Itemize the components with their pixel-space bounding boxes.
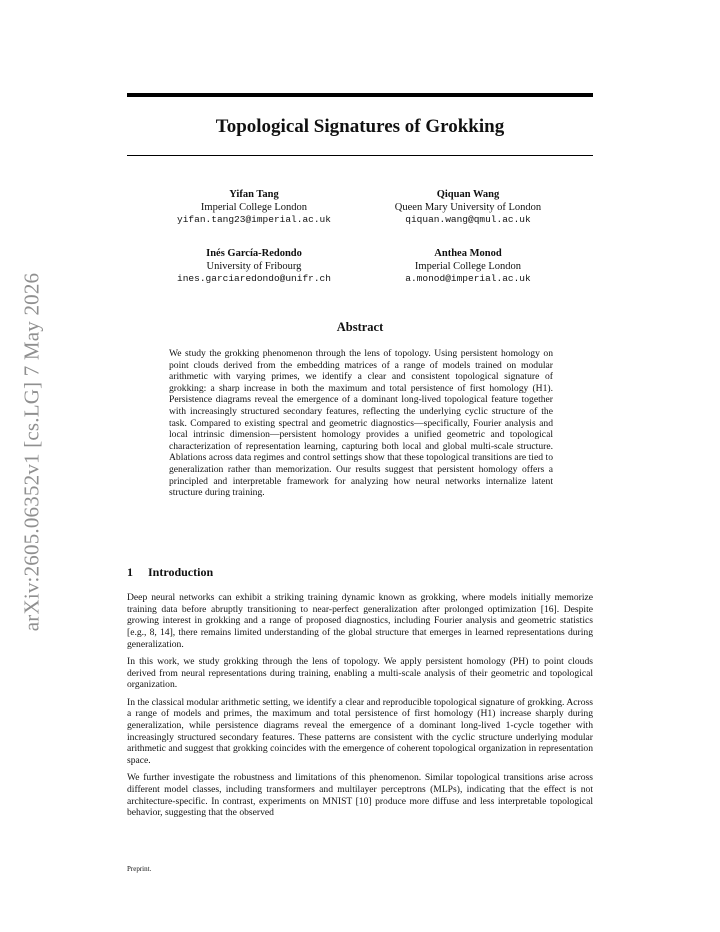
author-block — [348, 248, 588, 286]
author-email: ines.garciaredondo@unifr.ch — [177, 273, 331, 284]
title-rule-bottom — [127, 155, 593, 156]
author-affiliation: University of Fribourg — [206, 260, 302, 272]
author-affiliation: Imperial College London — [414, 260, 522, 272]
author-name: Anthea Monod — [434, 248, 502, 259]
body-paragraph: Deep neural networks can exhibit a striking training dynamic known as grokking, where models initially memorize training data before abruptly transitioning to near-perfect generalization after prolonged optimization [16]. Despite growing interest in grokking and a range of proposed diagnostics, including Fourier analysis and geometric statistics [e.g., 8, 14], there remains limited understanding of the global structure that emerges in learned representations during generalization. — [127, 592, 593, 650]
body-paragraph: In this work, we study grokking through the lens of topology. We apply persistent homology (PH) to point clouds derived from neural representations during training, enabling a multi-scale analysis of their geometric and topological organization. — [127, 656, 593, 691]
author-block — [134, 248, 374, 286]
section-body — [127, 592, 593, 825]
abstract-heading: Abstract — [336, 320, 384, 334]
author-block — [348, 189, 588, 227]
author-block — [134, 189, 374, 227]
author-name: Qiquan Wang — [436, 189, 500, 200]
section-heading — [127, 565, 213, 580]
title-rule-top — [127, 93, 593, 97]
author-name: Yifan Tang — [229, 189, 279, 200]
body-paragraph: In the classical modular arithmetic setting, we identify a clear and reproducible topological signature of grokking. Across a range of models and primes, the maximum and total persistence of first homology (H1) increase sharply during generalization, while persistence diagrams reveal the emergence of a dominant long-lived 1-cycle together with increasingly structured secondary features. These patterns are consistent with the cyclic structure underlying modular arithmetic and suggest that grokking coincides with the emergence of coherent topological organization in representation space. — [127, 696, 593, 767]
section-title: Introduction — [148, 565, 214, 579]
author-email: a.monod@imperial.ac.uk — [405, 273, 531, 284]
author-email: qiquan.wang@qmul.ac.uk — [405, 214, 531, 225]
author-email: yifan.tang23@imperial.ac.uk — [177, 214, 331, 225]
author-affiliation: Queen Mary University of London — [394, 201, 542, 213]
arxiv-identifier-text: arXiv:2605.06352v1 [cs.LG] 7 May 2026 — [19, 272, 44, 632]
abstract-text: We study the grokking phenomenon through the lens of topology. Using persistent homology on point clouds derived from the embedding matrices of a range of models trained on modular arithmetic with varying primes, we identify a clear and consistent topological signature of grokking: a sharp increase in both the maximum and total persistence of first homology (H1). Persistence diagrams reveal the emergence of a dominant long-lived topological feature together with increasingly structured secondary features, reflecting the underlying cyclic structure of the task. Compared to existing spectral and geometric diagnostics—specifically, Fourier analysis and local intrinsic dimension—persistent homology provides a unified geometric and topological characterization of representation learning, capturing both local and global multi-scale structure. Ablations across data regimes and control settings show that these topological transitions are tied to generalization rather than memorization. Our results suggest that persistent homology offers a principled and interpretable framework for analyzing how neural networks internalize latent structure during training. — [169, 348, 553, 499]
arxiv-identifier — [8, 262, 56, 642]
author-affiliation: Imperial College London — [200, 201, 308, 213]
section-number: 1 — [127, 565, 133, 579]
author-name: Inés García-Redondo — [206, 248, 302, 259]
paper-title: Topological Signatures of Grokking — [215, 116, 505, 137]
body-paragraph: We further investigate the robustness and limitations of this phenomenon. Similar topological transitions arise across different model classes, including transformers and multilayer perceptrons (MLPs), indicating that the effect is not architecture-specific. In contrast, experiments on MNIST [10] produce more diffuse and less interpretable topological behavior, suggesting that the observed — [127, 772, 593, 819]
page-footer: Preprint. — [127, 865, 152, 873]
